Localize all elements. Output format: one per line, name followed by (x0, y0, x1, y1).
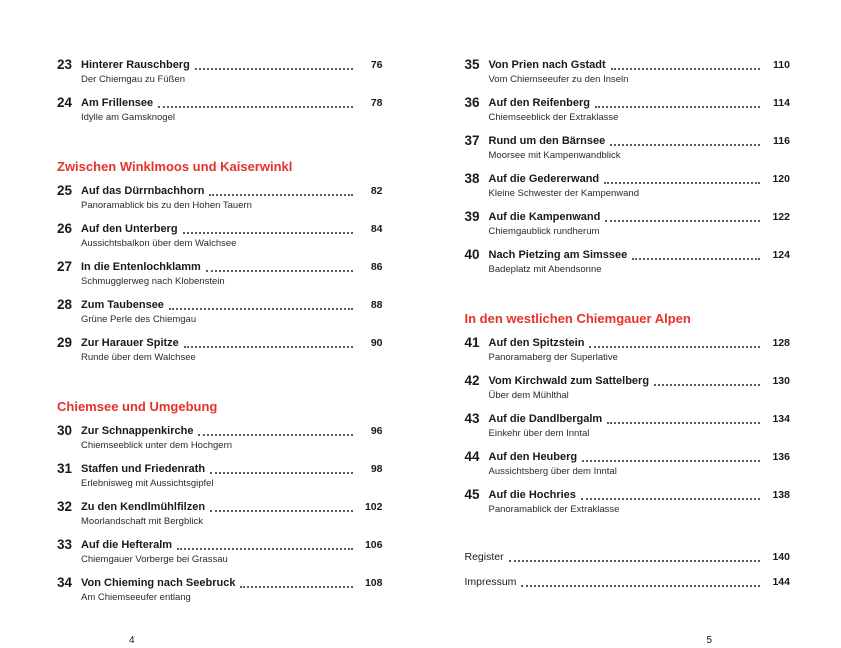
entry-page-ref: 130 (772, 375, 790, 387)
entry-page-ref: 138 (772, 489, 790, 501)
toc-entry (465, 172, 791, 200)
entry-number: 26 (57, 221, 73, 236)
entry-page-ref: 86 (370, 261, 383, 273)
dot-leader (210, 510, 352, 512)
entry-page-ref: 128 (772, 337, 790, 349)
entry-page-ref: 88 (370, 299, 383, 311)
entry-title: Nach Pietzing am Simssee (488, 249, 628, 261)
toc-entry (57, 336, 383, 364)
dot-leader (177, 548, 352, 550)
toc-entry-row (57, 298, 383, 312)
entry-number: 27 (57, 259, 73, 274)
entry-title: Auf die Gedererwand (488, 173, 600, 185)
dot-leader (195, 68, 353, 70)
section-heading: In den westlichen Chiemgauer Alpen (464, 311, 691, 326)
toc-entry-row (57, 96, 383, 110)
toc-entry (57, 576, 383, 604)
toc-entry-row (465, 336, 791, 350)
entry-number: 41 (464, 335, 480, 350)
toc-entry-row (465, 450, 791, 464)
dot-leader (654, 384, 760, 386)
entry-number: 37 (464, 133, 480, 148)
entry-subtitle: Idylle am Gamsknogel (81, 112, 175, 123)
entry-subtitle: Über dem Mühlthal (488, 390, 569, 401)
toc-entry-row (465, 575, 791, 589)
entry-number: 42 (464, 373, 480, 388)
section-spacer (465, 526, 791, 550)
entry-page-ref: 116 (773, 135, 790, 147)
toc-entry (57, 184, 383, 212)
dot-leader (209, 194, 352, 196)
entry-subtitle: Panoramaberg der Superlative (488, 352, 618, 363)
toc-entry (465, 248, 791, 276)
entry-number: 29 (57, 335, 73, 350)
entry-title: Auf die Hefteralm (81, 539, 173, 551)
entry-page-ref: 78 (370, 97, 383, 109)
dot-leader (581, 498, 760, 500)
entry-subtitle: Chiemgauer Vorberge bei Grassau (81, 554, 228, 565)
entry-title: Auf das Dürrnbachhorn (81, 185, 205, 197)
entry-title: Auf den Reifenberg (488, 97, 590, 109)
toc-entry-row (57, 184, 383, 198)
page-number-right: 5 (706, 635, 712, 646)
entry-page-ref: 124 (772, 249, 790, 261)
entry-title: Auf die Kampenwand (488, 211, 601, 223)
entry-page-ref: 144 (772, 576, 790, 588)
dot-leader (206, 270, 353, 272)
entry-page-ref: 98 (370, 463, 383, 475)
entry-subtitle: Panoramablick der Extraklasse (488, 504, 620, 515)
entry-subtitle: Schmugglerweg nach Klobenstein (81, 276, 225, 287)
entry-subtitle: Badeplatz mit Abendsonne (488, 264, 602, 275)
dot-leader (607, 422, 760, 424)
section-heading: Chiemsee und Umgebung (57, 399, 218, 414)
entry-title: Zur Harauer Spitze (81, 337, 179, 349)
toc-entry-row (465, 550, 791, 564)
entry-title: Auf den Heuberg (488, 451, 578, 463)
toc-entry-row (57, 58, 383, 72)
toc-entry (57, 222, 383, 250)
toc-entry-row (57, 462, 383, 476)
entry-subtitle: Aussichtsbalkon über dem Walchsee (81, 238, 237, 249)
dot-leader (169, 308, 353, 310)
entry-title: In die Entenlochklamm (81, 261, 201, 273)
toc-entry (57, 298, 383, 326)
entry-title: Von Chieming nach Seebruck (81, 577, 236, 589)
entry-subtitle: Erlebnisweg mit Aussichtsgipfel (81, 478, 214, 489)
entry-page-ref: 96 (370, 425, 383, 437)
page-number-left: 4 (129, 635, 135, 646)
dot-leader (509, 560, 760, 562)
entry-title: Rund um den Bärnsee (488, 135, 606, 147)
entry-subtitle: Chiemgaublick rundherum (488, 226, 600, 237)
toc-entry-row (465, 210, 791, 224)
entry-page-ref: 122 (772, 211, 790, 223)
entry-number: 40 (464, 247, 480, 262)
dot-leader (605, 220, 760, 222)
toc-blocks-right (465, 58, 791, 589)
toc-entry-row (465, 412, 791, 426)
entry-number: 31 (57, 461, 73, 476)
toc-entry (465, 336, 791, 364)
entry-subtitle: Aussichtsberg über dem Inntal (488, 466, 617, 477)
entry-title: Auf die Dandlbergalm (488, 413, 603, 425)
entry-page-ref: 90 (370, 337, 383, 349)
entry-page-ref: 102 (364, 501, 383, 513)
entry-subtitle: Der Chiemgau zu Füßen (81, 74, 186, 85)
entry-subtitle: Am Chiemseeufer entlang (81, 592, 191, 603)
toc-entry-row (57, 336, 383, 350)
entry-page-ref: 106 (364, 539, 383, 551)
entry-number: 38 (464, 171, 480, 186)
toc-entry (57, 260, 383, 288)
entry-number: 39 (464, 209, 480, 224)
dot-leader (632, 258, 760, 260)
entry-number: 45 (464, 487, 480, 502)
toc-entry (465, 488, 791, 516)
entry-page-ref: 134 (772, 413, 790, 425)
entry-number: 33 (57, 537, 73, 552)
dot-leader (183, 232, 353, 234)
entry-page-ref: 136 (772, 451, 790, 463)
dot-leader (240, 586, 352, 588)
entry-number: 36 (464, 95, 480, 110)
toc-entry (465, 412, 791, 440)
toc-entry-row (465, 96, 791, 110)
entry-number: 23 (57, 57, 73, 72)
toc-page-left (57, 58, 383, 648)
dot-leader (610, 144, 760, 146)
entry-page-ref: 84 (370, 223, 383, 235)
entry-subtitle: Grüne Perle des Chiemgau (81, 314, 197, 325)
entry-title: Zum Taubensee (81, 299, 164, 311)
toc-entry (465, 450, 791, 478)
entry-number: 25 (57, 183, 73, 198)
entry-title: Auf die Hochries (488, 489, 576, 501)
entry-page-ref: 120 (772, 173, 790, 185)
toc-entry-row (57, 538, 383, 552)
toc-entry (465, 58, 791, 86)
toc-entry-row (57, 500, 383, 514)
entry-subtitle: Chiemseeblick der Extraklasse (488, 112, 619, 123)
entry-number: 28 (57, 297, 73, 312)
toc-entry (57, 538, 383, 566)
toc-entry-row (57, 424, 383, 438)
toc-entry-row (465, 134, 791, 148)
entry-number: 44 (464, 449, 480, 464)
toc-entry-row (465, 248, 791, 262)
entry-title: Von Prien nach Gstadt (488, 59, 606, 71)
toc-entry (465, 374, 791, 402)
entry-title: Auf den Spitzstein (488, 337, 585, 349)
toc-entry-row (57, 576, 383, 590)
entry-number: 43 (464, 411, 480, 426)
entry-subtitle: Moorsee mit Kampenwandblick (488, 150, 621, 161)
dot-leader (521, 585, 760, 587)
entry-subtitle: Vom Chiemseeufer zu den Inseln (488, 74, 629, 85)
dot-leader (604, 182, 760, 184)
toc-entry (465, 134, 791, 162)
toc-entry (465, 210, 791, 238)
entry-page-ref: 108 (364, 577, 383, 589)
entry-subtitle: Chiemseeblick unter dem Hochgern (81, 440, 233, 451)
entry-number: 34 (57, 575, 73, 590)
toc-entry-row (465, 172, 791, 186)
section-heading: Zwischen Winklmoos und Kaiserwinkl (57, 159, 293, 174)
entry-title: Hinterer Rauschberg (81, 59, 190, 71)
toc-entry (57, 500, 383, 528)
entry-title: Am Frillensee (81, 97, 154, 109)
entry-title: Register (464, 551, 504, 563)
dot-leader (595, 106, 760, 108)
toc-page-right (465, 58, 791, 648)
entry-page-ref: 140 (772, 551, 790, 563)
dot-leader (198, 434, 352, 436)
toc-entry-row (57, 222, 383, 236)
entry-title: Impressum (464, 576, 517, 588)
entry-subtitle: Einkehr über dem Inntal (488, 428, 590, 439)
toc-blocks-left (57, 58, 383, 604)
entry-page-ref: 82 (370, 185, 383, 197)
entry-number: 32 (57, 499, 73, 514)
dot-leader (611, 68, 760, 70)
toc-entry (57, 96, 383, 124)
entry-number: 30 (57, 423, 73, 438)
entry-subtitle: Panoramablick bis zu den Hohen Tauern (81, 200, 252, 211)
entry-title: Vom Kirchwald zum Sattelberg (488, 375, 650, 387)
toc-entry-row (465, 374, 791, 388)
entry-page-ref: 110 (773, 59, 790, 71)
toc-simple-entry (465, 575, 791, 589)
entry-title: Zu den Kendlmühlfilzen (81, 501, 206, 513)
entry-title: Zur Schnappenkirche (81, 425, 194, 437)
toc-entry (57, 462, 383, 490)
entry-title: Auf den Unterberg (81, 223, 178, 235)
toc-entry-row (465, 488, 791, 502)
toc-simple-entry (465, 550, 791, 564)
dot-leader (589, 346, 760, 348)
dot-leader (184, 346, 353, 348)
entry-subtitle: Runde über dem Walchsee (81, 352, 196, 363)
entry-subtitle: Moorlandschaft mit Bergblick (81, 516, 203, 527)
entry-number: 35 (464, 57, 480, 72)
dot-leader (582, 460, 760, 462)
toc-entry (57, 424, 383, 452)
entry-number: 24 (57, 95, 73, 110)
toc-entry (57, 58, 383, 86)
entry-subtitle: Kleine Schwester der Kampenwand (488, 188, 640, 199)
entry-page-ref: 76 (370, 59, 383, 71)
entry-page-ref: 114 (773, 97, 790, 109)
toc-entry-row (57, 260, 383, 274)
toc-entry-row (465, 58, 791, 72)
toc-entry (465, 96, 791, 124)
dot-leader (158, 106, 352, 108)
dot-leader (210, 472, 352, 474)
entry-title: Staffen und Friedenrath (81, 463, 206, 475)
